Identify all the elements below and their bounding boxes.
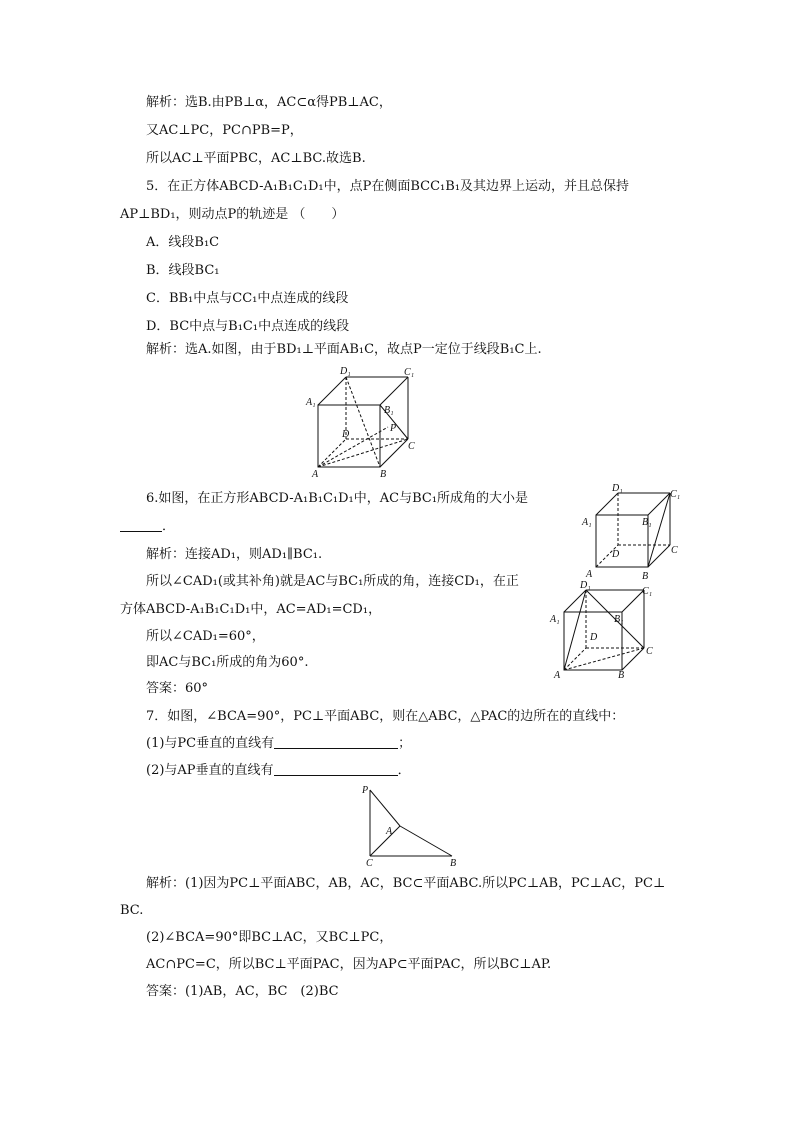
answer-6: 答案：60° — [146, 681, 209, 696]
label-b: B — [642, 571, 649, 582]
label-c: C — [646, 646, 653, 657]
label-d1: D₁ — [612, 483, 623, 494]
label-c: C — [366, 858, 373, 868]
label-c: C — [671, 545, 678, 556]
question-6-blank-line: ． — [120, 517, 175, 537]
label-p: P — [390, 423, 397, 434]
text-line: (2)∠BCA=90°即BC⊥AC，又BC⊥PC， — [146, 930, 393, 945]
label-b1: B₁ — [614, 614, 624, 625]
label-a: A — [586, 569, 593, 580]
question-6-stem: 6.如图，在正方形ABCD-A₁B₁C₁D₁中，AC与BC₁所成角的大小是 — [146, 491, 529, 506]
label-c: C — [408, 441, 415, 452]
label-b: B — [380, 469, 387, 480]
label-c1: C₁ — [642, 586, 653, 597]
question-7-part-2: (2)与AP垂直的直线有 ． — [146, 763, 411, 778]
text-line: 所以AC⊥平面PBC，AC⊥BC.故选B. — [146, 151, 366, 166]
option-a: A．线段B₁C — [146, 235, 220, 250]
label-b: B — [618, 670, 625, 680]
answer-blank — [274, 734, 398, 749]
label-a: A — [554, 670, 561, 680]
text-line: 所以∠CAD₁(或其补角)就是AC与BC₁所成的角，连接CD₁，在正 — [146, 574, 519, 589]
text-line: 方体ABCD-A₁B₁C₁D₁中，AC=AD₁=CD₁， — [120, 602, 382, 617]
text-line: 即AC与BC₁所成的角为60°. — [146, 655, 309, 670]
text-line: AC∩PC=C，所以BC⊥平面PAC，因为AP⊂平面PAC，所以BC⊥AP. — [146, 957, 552, 972]
option-b: B．线段BC₁ — [146, 263, 220, 278]
cube-figure-1 — [300, 365, 424, 481]
text-line: 所以∠CAD₁=60°， — [146, 629, 265, 644]
label-c1: C₁ — [404, 367, 415, 378]
text-line: 解析：选B.由PB⊥α，AC⊂α得PB⊥AC， — [146, 95, 392, 110]
label-d: D — [342, 429, 350, 440]
option-c: C．BB₁中点与CC₁中点连成的线段 — [146, 291, 349, 306]
label-a: A — [312, 469, 319, 480]
question-5-stem: 5．在正方体ABCD-A₁B₁C₁D₁中，点P在侧面BCC₁B₁及其边界上运动，并且总保持 — [146, 179, 630, 194]
answer-blank — [274, 761, 398, 776]
option-d: D．BC中点与B₁C₁中点连成的线段 — [146, 319, 350, 334]
label-d: D — [612, 549, 620, 560]
label-a1: A₁ — [306, 397, 316, 408]
label-c1: C₁ — [670, 489, 681, 500]
solution-5: 解析：选A.如图，由于BD₁⊥平面AB₁C，故点P一定位于线段B₁C上. — [146, 342, 542, 357]
question-7-part-1: (1)与PC垂直的直线有 ； — [146, 736, 412, 751]
answer-blank — [120, 517, 162, 532]
label-a1: A₁ — [582, 517, 592, 528]
triangle-figure — [356, 782, 466, 868]
label-d1: D₁ — [580, 580, 591, 591]
question-5-stem-cont: AP⊥BD₁，则动点P的轨迹是 （ ） — [120, 207, 345, 222]
question-7-stem: 7．如图，∠BCA=90°，PC⊥平面ABC，则在△ABC，△PAC的边所在的直线中： — [146, 709, 625, 724]
label-d1: D₁ — [340, 366, 351, 377]
text-line: 又AC⊥PC，PC∩PB=P， — [146, 123, 303, 138]
label-b: B — [450, 858, 457, 868]
label-b1: B₁ — [384, 405, 394, 416]
label-a: A — [386, 826, 393, 837]
answer-7: 答案：(1)AB，AC，BC (2)BC — [146, 984, 339, 999]
label-d: D — [590, 632, 598, 643]
text-line: BC. — [120, 903, 144, 918]
solution-6: 解析：连接AD₁，则AD₁∥BC₁. — [146, 547, 323, 562]
cube-figure-3 — [548, 578, 660, 680]
solution-7: 解析：(1)因为PC⊥平面ABC，AB，AC，BC⊂平面ABC.所以PC⊥AB，PC⊥AC，PC⊥ — [146, 876, 666, 891]
label-p: P — [362, 785, 369, 796]
label-b1: B₁ — [642, 517, 652, 528]
label-a1: A₁ — [550, 614, 560, 625]
cube-figure-2 — [580, 483, 690, 583]
